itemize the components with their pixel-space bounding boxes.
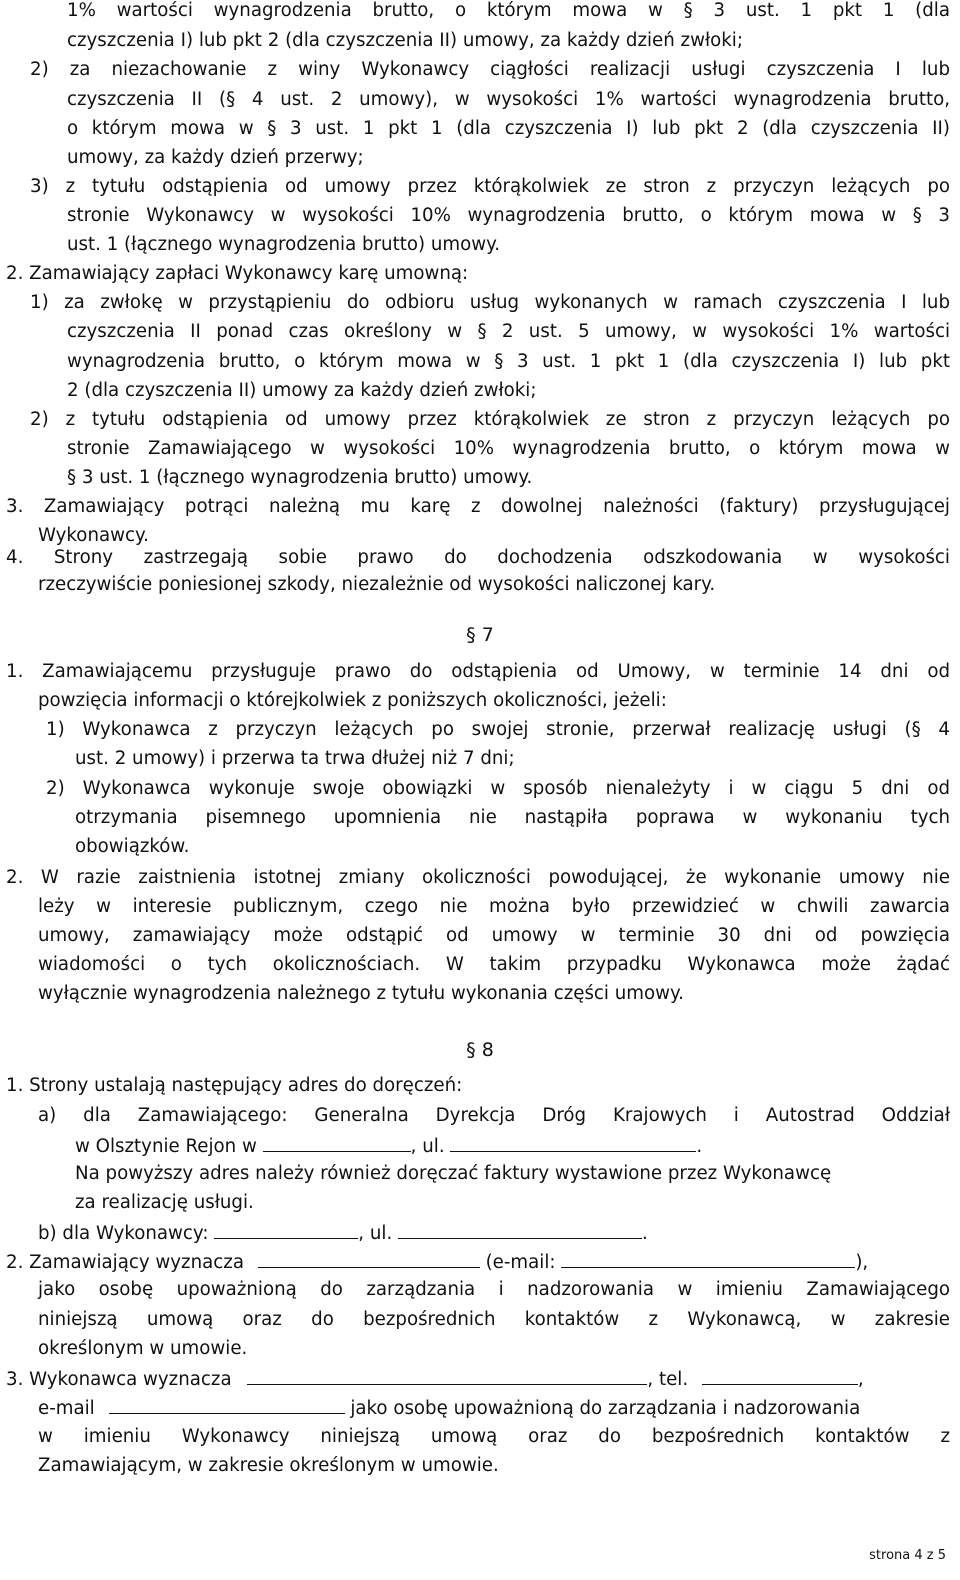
text-line: czyszczenia II ponad czas określony w § 2 ust. 5 umowy, w wysokości 1% wartości	[67, 321, 950, 342]
text-line: niniejszą umową oraz do bezpośrednich kontaktów z Wykonawcą, w zakresie	[38, 1309, 950, 1330]
blank-street-field	[450, 1133, 696, 1152]
text-line: § 3 ust. 1 (łącznego wynagrodzenia brutto) umowy.	[67, 467, 533, 488]
page-number: strona 4 z 5	[869, 1548, 946, 1563]
text-fragment: jako osobę upoważnioną do zarządzania i nadzorowania	[350, 1398, 861, 1419]
contact-line-wykonawca	[6, 1366, 950, 1390]
text-line: powzięcia informacji o którejkolwiek z poniższych okoliczności, jeżeli:	[38, 690, 667, 711]
text-line: 2) z tytułu odstąpienia od umowy przez którąkolwiek ze stron z przyczyn leżących po	[30, 409, 950, 430]
text-fragment: b) dla Wykonawcy:	[38, 1223, 209, 1244]
text-line: czyszczenia II (§ 4 ust. 2 umowy), w wysokości 1% wartości wynagrodzenia brutto,	[67, 89, 950, 110]
text-line: za realizację usługi.	[75, 1192, 254, 1213]
text-line: wyłącznie wynagrodzenia należnego z tytułu wykonania części umowy.	[38, 983, 684, 1004]
text-line: ust. 1 (łącznego wynagrodzenia brutto) umowy.	[67, 234, 501, 255]
blank-phone-field	[702, 1366, 858, 1385]
text-fragment: e-mail	[38, 1398, 95, 1419]
text-line: 2. Zamawiający zapłaci Wykonawcy karę umowną:	[6, 263, 469, 284]
section-heading-7: § 7	[466, 624, 494, 646]
text-line: a) dla Zamawiającego: Generalna Dyrekcja Dróg Krajowych i Autostrad Oddział	[38, 1105, 950, 1126]
text-fragment: , tel.	[647, 1369, 689, 1390]
text-fragment: , ul.	[358, 1223, 393, 1244]
email-line-wykonawca	[38, 1395, 860, 1419]
text-line: w imieniu Wykonawcy niniejszą umową oraz do bezpośrednich kontaktów z	[38, 1426, 950, 1447]
text-line: 3) z tytułu odstąpienia od umowy przez którąkolwiek ze stron z przyczyn leżących po	[30, 176, 950, 197]
text-line: 4. Strony zastrzegają sobie prawo do dochodzenia odszkodowania w wysokości	[6, 547, 950, 568]
text-line: 2 (dla czyszczenia II) umowy za każdy dzień zwłoki;	[67, 380, 537, 401]
text-fragment: .	[696, 1136, 703, 1157]
text-line: Wykonawcy.	[38, 525, 149, 546]
text-fragment: .	[642, 1223, 648, 1244]
text-line: 2) za niezachowanie z winy Wykonawcy ciągłości realizacji usługi czyszczenia I lub	[30, 59, 950, 80]
text-line: o którym mowa w § 3 ust. 1 pkt 1 (dla czyszczenia I) lub pkt 2 (dla czyszczenia II)	[67, 118, 950, 139]
text-fragment: , ul.	[410, 1136, 445, 1157]
text-fragment: w Olsztynie Rejon w	[75, 1136, 257, 1157]
text-line: ust. 2 umowy) i przerwa ta trwa dłużej niż 7 dni;	[75, 748, 515, 769]
blank-person-field	[247, 1366, 647, 1385]
text-line: leży w interesie publicznym, czego nie można było przewidzieć w chwili zawarcia	[38, 896, 950, 917]
text-fragment: ),	[855, 1252, 869, 1273]
text-line: 2. W razie zaistnienia istotnej zmiany okoliczności powodującej, że wykonanie umowy nie	[6, 867, 950, 888]
text-line: 1) za zwłokę w przystąpieniu do odbioru usług wykonanych w ramach czyszczenia I lub	[30, 292, 950, 313]
address-line-zamawiajacy	[75, 1133, 702, 1157]
text-line: jako osobę upoważnioną do zarządzania i nadzorowania w imieniu Zamawiającego	[38, 1279, 950, 1300]
text-line: otrzymania pisemnego upomnienia nie nastąpiła poprawa w wykonaniu tych	[75, 807, 950, 828]
text-line: wiadomości o tych okolicznościach. W takim przypadku Wykonawca może żądać	[38, 954, 950, 975]
contact-line-zamawiajacy	[6, 1249, 950, 1273]
text-fragment: 3. Wykonawca wyznacza	[6, 1369, 232, 1390]
text-line: umowy, za każdy dzień przerwy;	[67, 147, 364, 168]
text-line: rzeczywiście poniesionej szkody, niezależnie od wysokości naliczonej kary.	[38, 574, 716, 595]
address-line-wykonawca	[38, 1220, 648, 1244]
text-line: 1. Zamawiającemu przysługuje prawo do odstąpienia od Umowy, w terminie 14 dni od	[6, 661, 950, 682]
text-line: stronie Zamawiającego w wysokości 10% wynagrodzenia brutto, o którym mowa w	[67, 438, 950, 459]
text-line: 1% wartości wynagrodzenia brutto, o którym mowa w § 3 ust. 1 pkt 1 (dla	[67, 0, 950, 21]
text-fragment: ,	[857, 1369, 864, 1390]
section-heading-8: § 8	[466, 1039, 494, 1061]
blank-name-field	[214, 1220, 358, 1239]
text-line: określonym w umowie.	[38, 1338, 248, 1359]
text-fragment: 2. Zamawiający wyznacza	[6, 1252, 244, 1273]
blank-rejon-field	[263, 1133, 411, 1152]
blank-person-field	[258, 1249, 480, 1268]
text-line: Zamawiającym, w zakresie określonym w umowie.	[38, 1455, 499, 1476]
text-line: obowiązków.	[75, 836, 190, 857]
text-line: umowy, zamawiający może odstąpić od umowy w terminie 30 dni od powzięcia	[38, 925, 950, 946]
text-line: stronie Wykonawcy w wysokości 10% wynagrodzenia brutto, o którym mowa w § 3	[67, 205, 950, 226]
text-line: 1. Strony ustalają następujący adres do doręczeń:	[6, 1075, 463, 1096]
text-line: 1) Wykonawca z przyczyn leżących po swojej stronie, przerwał realizację usługi (§ 4	[46, 719, 950, 740]
text-line: 3. Zamawiający potrąci należną mu karę z dowolnej należności (faktury) przysługującej	[6, 496, 950, 517]
blank-email-field	[109, 1395, 345, 1414]
text-line: Na powyższy adres należy również doręczać faktury wystawione przez Wykonawcę	[75, 1163, 832, 1184]
text-line: wynagrodzenia brutto, o którym mowa w § 3 ust. 1 pkt 1 (dla czyszczenia I) lub pkt	[67, 351, 950, 372]
blank-street-field	[398, 1220, 642, 1239]
text-fragment: (e-mail:	[485, 1252, 556, 1273]
blank-email-field	[561, 1249, 855, 1268]
text-line: czyszczenia I) lub pkt 2 (dla czyszczenia II) umowy, za każdy dzień zwłoki;	[67, 30, 743, 51]
text-line: 2) Wykonawca wykonuje swoje obowiązki w sposób nienależyty i w ciągu 5 dni od	[46, 778, 950, 799]
